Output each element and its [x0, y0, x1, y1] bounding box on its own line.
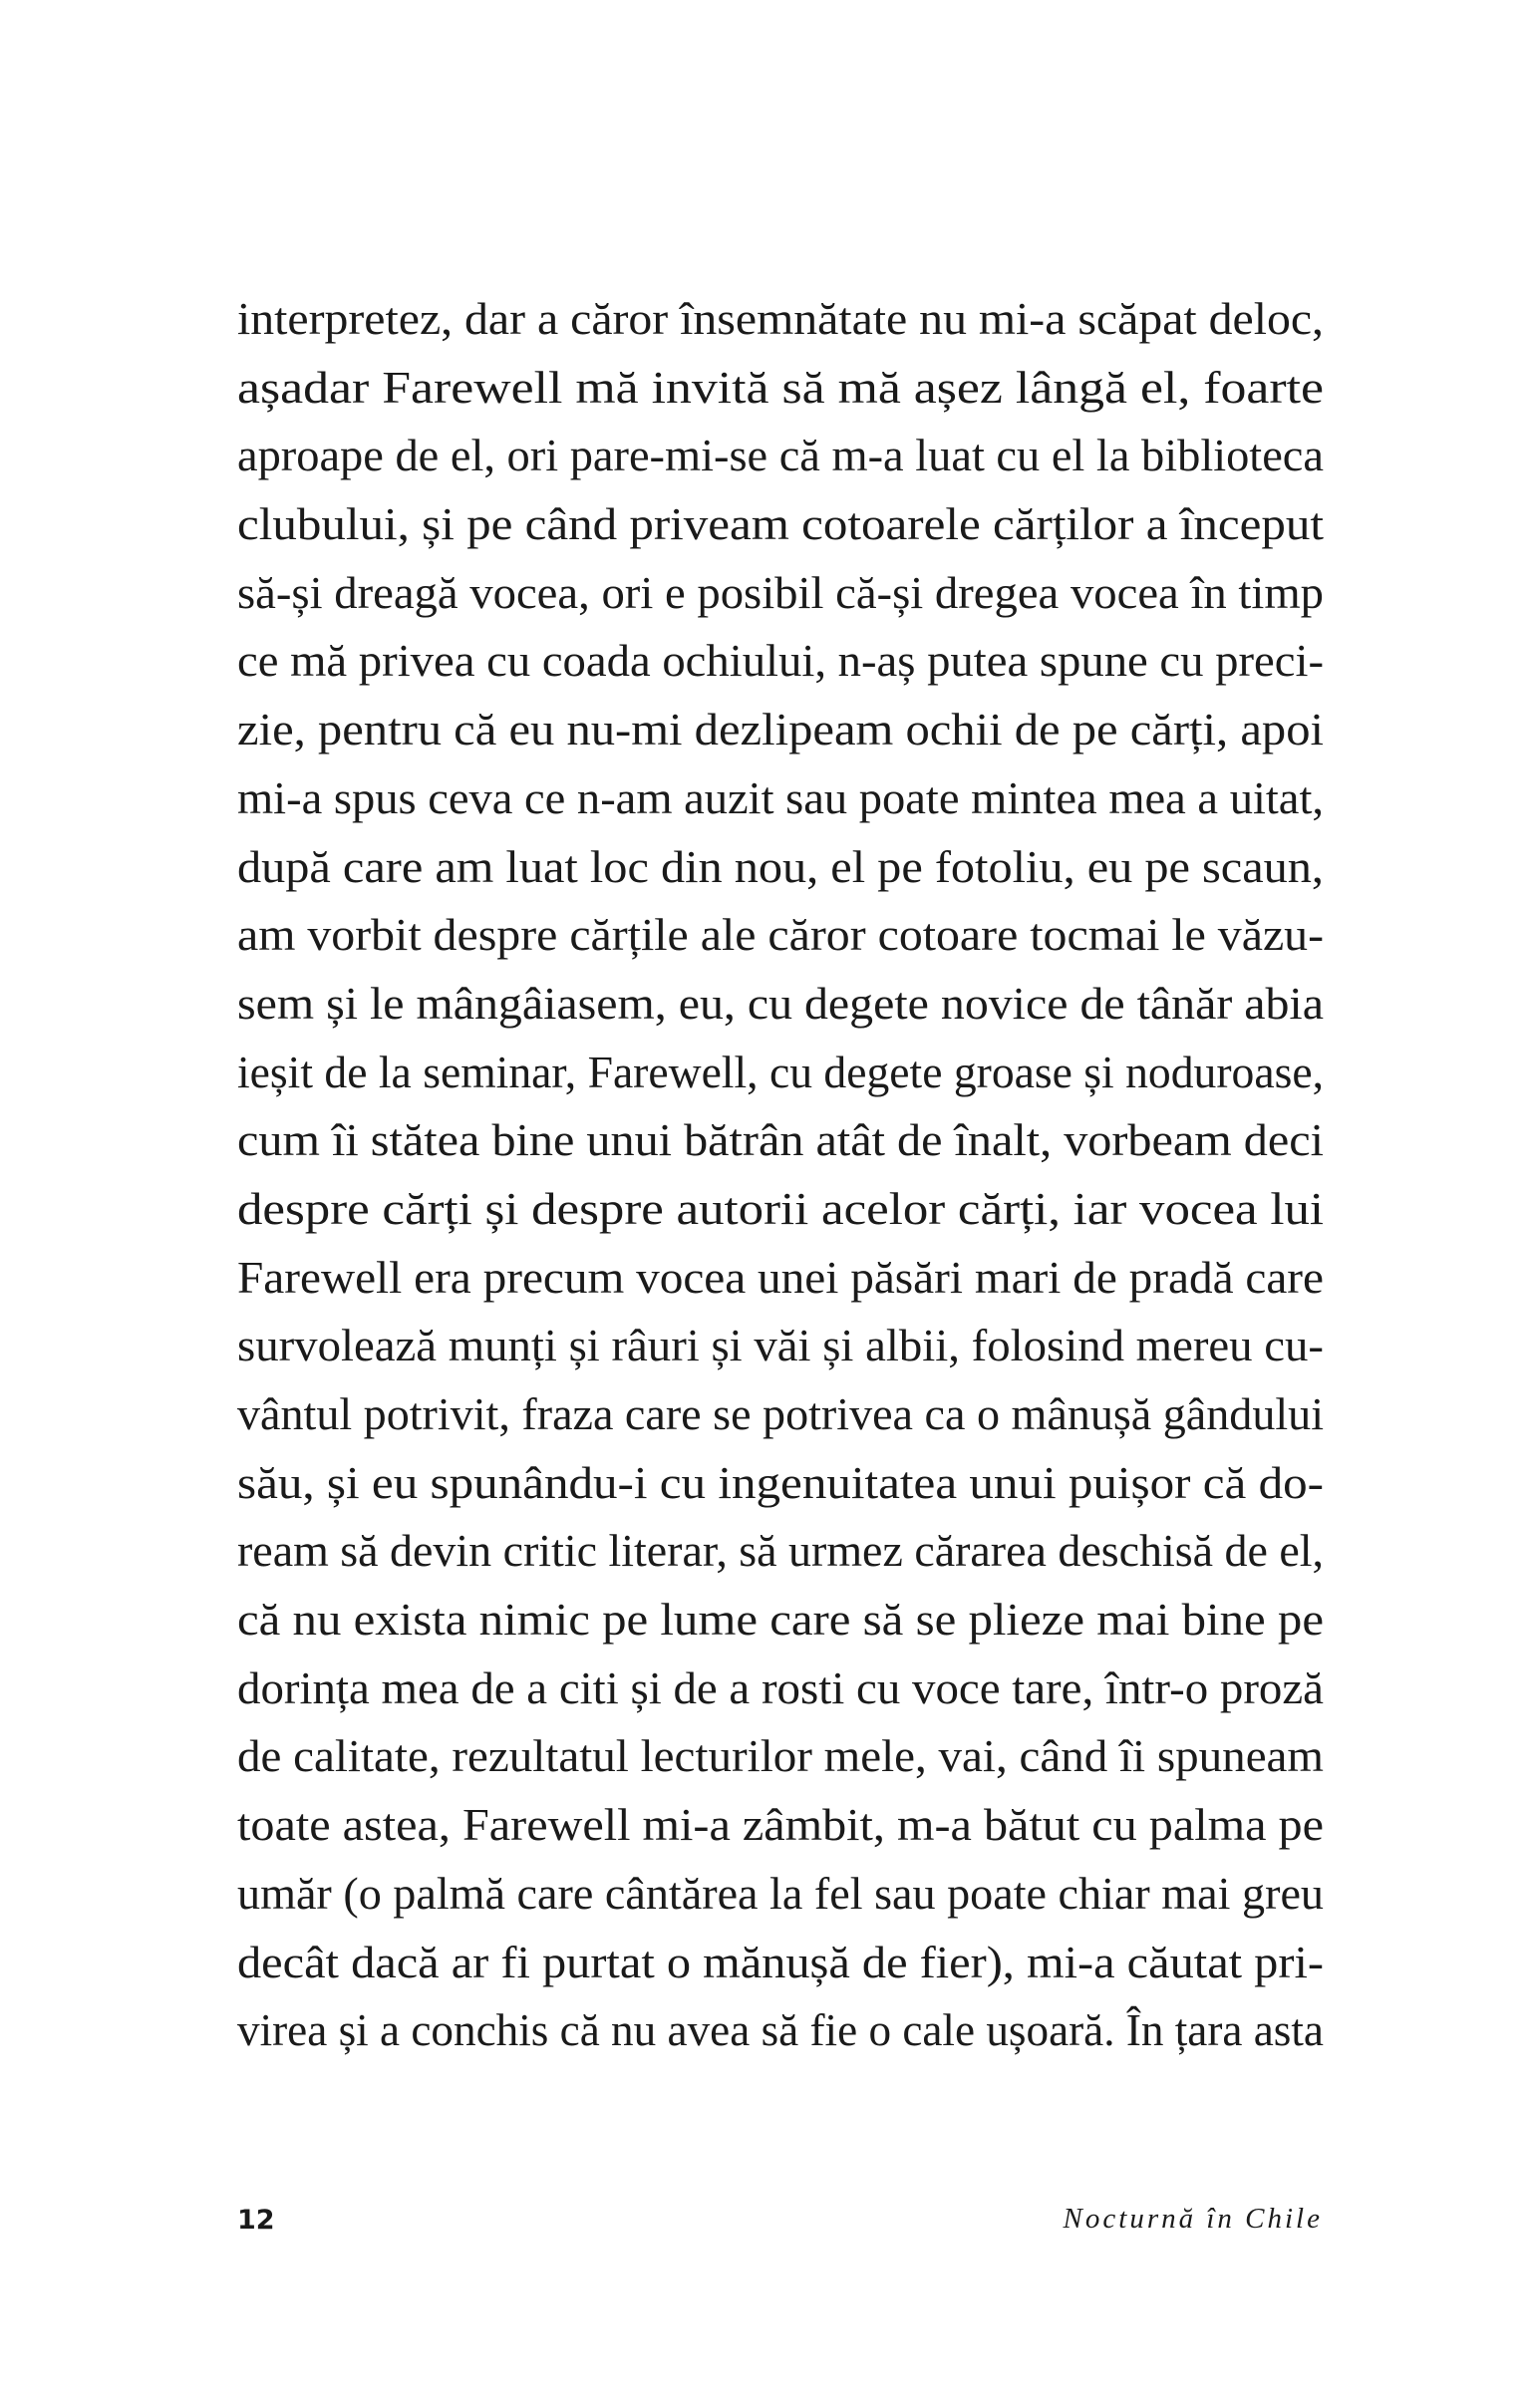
- text-line-content: dorința mea de a citi și de a rosti cu voce tare, într-o proză: [237, 1661, 1324, 1713]
- text-line-content: ieșit de la seminar, Farewell, cu degete groase și noduroase,: [237, 1046, 1324, 1097]
- text-line-content: cum îi stătea bine unui bătrân atât de înalt, vorbeam deci: [237, 1114, 1324, 1166]
- body-text: [237, 285, 1324, 2065]
- text-line: [237, 1380, 1324, 1449]
- text-line-content: zie, pentru că eu nu-mi dezlipeam ochii de pe cărți, apoi: [237, 704, 1324, 755]
- text-line-content: survolează munți și râuri și văi și albii, folosind mereu cu-: [237, 1320, 1324, 1371]
- text-line-content: ce mă privea cu coada ochiului, n-aș putea spune cu preci-: [237, 635, 1324, 687]
- text-line-content: decât dacă ar fi purtat o mănușă de fier), mi-a căutat pri-: [237, 1936, 1324, 1987]
- text-line: [237, 1175, 1324, 1244]
- text-line: [237, 1312, 1324, 1380]
- text-line: [237, 1586, 1324, 1655]
- text-line-content: toate astea, Farewell mi-a zâmbit, m-a bătut cu palma pe: [237, 1799, 1324, 1851]
- text-line-content: clubului, și pe când priveam cotoarele cărților a început: [237, 498, 1324, 550]
- text-line-content: mi-a spus ceva ce n-am auzit sau poate mintea mea a uitat,: [237, 771, 1324, 823]
- text-line-content: de calitate, rezultatul lecturilor mele, vai, când îi spuneam: [237, 1730, 1324, 1782]
- text-line-content: după care am luat loc din nou, el pe fotoliu, eu pe scaun,: [237, 840, 1324, 892]
- text-line-content: aproape de el, ori pare-mi-se că m-a luat cu el la biblioteca: [237, 430, 1324, 481]
- text-line: [237, 627, 1324, 696]
- text-line-content: am vorbit despre cărțile ale căror cotoare tocmai le văzu-: [237, 909, 1324, 961]
- text-line-content: umăr (o palmă care cântărea la fel sau poate chiar mai greu: [237, 1867, 1324, 1919]
- text-line-content: său, și eu spunându-i cu ingenuitatea unui puișor că do-: [237, 1456, 1324, 1508]
- text-line-content: să-și dreagă vocea, ori e posibil că-și dregea vocea în timp: [237, 566, 1324, 618]
- text-line: [237, 970, 1324, 1039]
- text-line: [237, 696, 1324, 764]
- text-line: [237, 422, 1324, 490]
- text-line-content: interpretez, dar a căror însemnătate nu mi-a scăpat deloc,: [237, 293, 1324, 344]
- text-line: [237, 1039, 1324, 1107]
- text-line: [237, 490, 1324, 559]
- text-line: [237, 833, 1324, 902]
- text-line-content: vântul potrivit, fraza care se potrivea ca o mânușă gândului: [237, 1388, 1324, 1439]
- text-line: [237, 764, 1324, 833]
- text-line: [237, 1449, 1324, 1518]
- text-line: [237, 1722, 1324, 1791]
- text-line-content: ream să devin critic literar, să urmez cărarea deschisă de el,: [237, 1525, 1324, 1577]
- text-line: [237, 1655, 1324, 1723]
- text-line-content: sem și le mângâiasem, eu, cu degete novice de tânăr abia: [237, 977, 1324, 1029]
- text-line-content: Farewell era precum vocea unei păsări mari de pradă care: [237, 1251, 1324, 1303]
- text-line: [237, 285, 1324, 354]
- page-number: 12: [237, 2205, 275, 2236]
- running-title: Nocturnă în Chile: [1063, 2203, 1323, 2235]
- text-line: [237, 1860, 1324, 1929]
- text-line-content: despre cărți și despre autorii acelor cărți, iar vocea lui: [237, 1182, 1324, 1234]
- text-line: [237, 1517, 1324, 1586]
- text-line-content: virea și a conchis că nu avea să fie o cale ușoară. În țara asta: [237, 2004, 1324, 2056]
- text-line: [237, 1929, 1324, 1997]
- text-line-content: că nu exista nimic pe lume care să se plieze mai bine pe: [237, 1594, 1324, 1646]
- text-line: [237, 1791, 1324, 1860]
- text-line: [237, 1244, 1324, 1313]
- text-line-content: așadar Farewell mă invită să mă așez lângă el, foarte: [237, 361, 1324, 413]
- text-line: [237, 559, 1324, 628]
- text-line: [237, 901, 1324, 970]
- text-line: [237, 1106, 1324, 1175]
- text-line: [237, 354, 1324, 423]
- text-line: [237, 1996, 1324, 2065]
